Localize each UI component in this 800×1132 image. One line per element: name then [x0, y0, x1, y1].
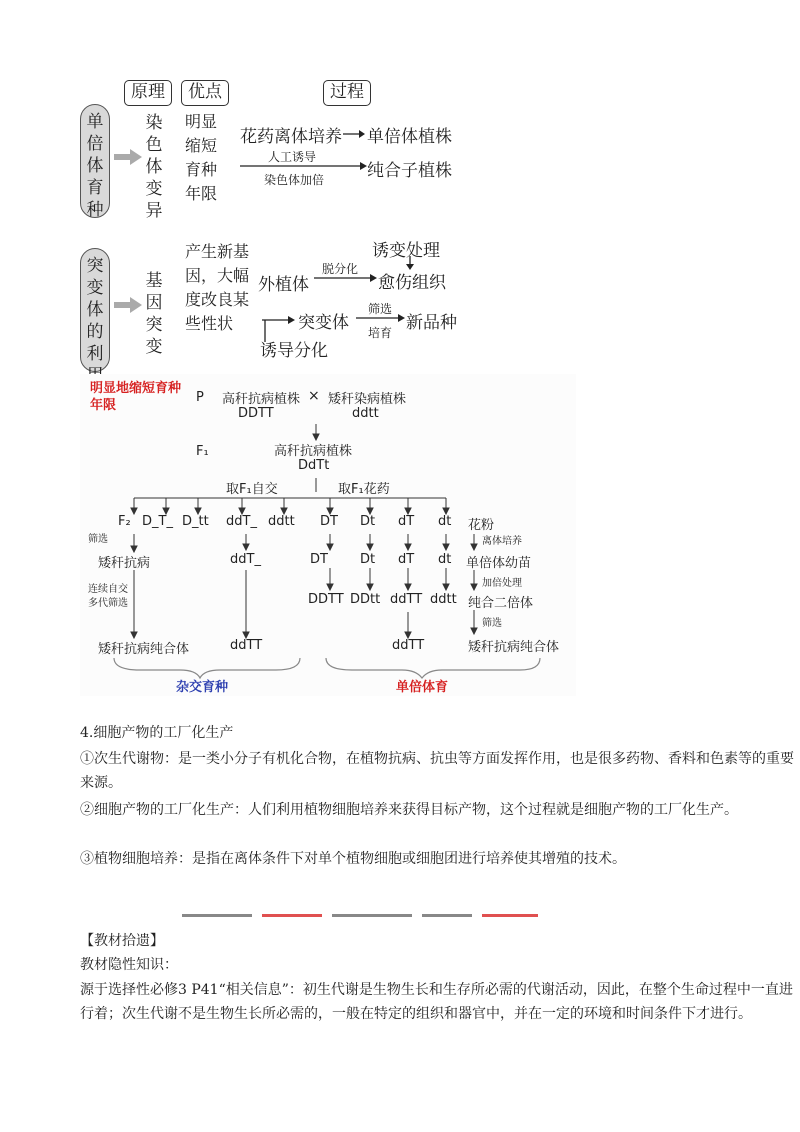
doubled-item: ddtt [430, 592, 457, 607]
callus-text: 愈伤组织 [378, 273, 446, 293]
screen-label-1: 筛选 [88, 534, 108, 545]
f2-item: D_tt [182, 514, 209, 529]
header-process: 过程 [323, 80, 371, 106]
ddTT-right: ddTT [392, 638, 425, 653]
cross-breeding-diagram [80, 374, 576, 696]
cropped-figure-strip [182, 912, 542, 918]
haploid-breeding-label: 单倍体育 [396, 680, 449, 695]
mutant-advantage: 产生新基因，大幅度改良某些性状 [185, 242, 250, 333]
gray-arrow-icon [114, 148, 144, 166]
pollen-item: Dt [360, 514, 376, 529]
haploid-plant-text: 单倍体植株 [367, 127, 452, 147]
supplement-body: 源于选择性必修3 P41“相关信息”：初生代谢是生物生长和生存所必需的代谢活动，因此，在整个生命过程中一直进行着；次生代谢不是生物生长所必需的，一般在特定的组织和器官中，并在一定的环境和时间条件下才进行。 [80, 982, 793, 1022]
haploid-advantage: 明显缩短育种年限 [185, 112, 218, 203]
anther-culture-text: 花药离体培养 [240, 127, 342, 147]
p-label: P [196, 390, 204, 405]
f2-item: D_T_ [142, 514, 173, 529]
section4-paragraph-3: ③植物细胞培养：是指在离体条件下对单个植物细胞或细胞团进行培养使其增殖的技术。 [80, 851, 626, 867]
side-label-mutant-text: 突变体的利 [86, 256, 104, 364]
doubled-item: ddTT [390, 592, 423, 607]
pollen-item: dT [398, 514, 415, 529]
side-label-mutant [80, 248, 110, 372]
hybrid-breeding-label: 杂交育种 [176, 680, 229, 695]
f1-phenotype: 高秆抗病植株 [274, 444, 353, 459]
p-left-genotype: DDTT [238, 406, 274, 421]
pollen-item: DT [320, 514, 338, 529]
doubled-item: DDtt [350, 592, 381, 607]
gray-arrow-icon [114, 296, 144, 314]
p-left-phenotype: 高秆抗病植株 [222, 392, 301, 407]
section4-title: 4.细胞产物的工厂化生产 [80, 725, 234, 741]
explant-text: 外植体 [258, 275, 309, 295]
doubled-item: DDTT [308, 592, 344, 607]
pollen-item: DT [310, 552, 328, 567]
header-principle: 原理 [124, 80, 172, 106]
pollen-item: Dt [360, 552, 376, 567]
f2-item: ddT_ [226, 514, 257, 529]
f1-genotype: DdTt [298, 458, 330, 473]
p-right-phenotype: 矮秆染病植株 [328, 392, 407, 407]
anther-label: 取F₁花药 [338, 482, 390, 497]
culture-text: 培育 [368, 326, 393, 340]
pollen-item: dT [398, 552, 415, 567]
mutagen-text: 诱变处理 [372, 241, 440, 261]
arrow-right-icon [314, 272, 378, 284]
continuous-selfing: 连续自交 [88, 584, 128, 595]
section4-paragraph-2: ②细胞产物的工厂化生产：人们利用植物细胞培养来获得目标产物，这个过程就是细胞产物的工厂化生产。 [80, 802, 738, 818]
pure-left: 矮秆抗病纯合体 [98, 642, 190, 657]
pure-diploid: 纯合二倍体 [468, 596, 534, 611]
supplement-subtitle: 教材隐性知识： [80, 957, 178, 973]
section4-paragraph-1: ①次生代谢物：是一类小分子有机化合物，在植物抗病、抗虫等方面发挥作用，也是很多药物、香料和色素等的重要来源。 [80, 751, 794, 791]
pollen-item: dt [438, 514, 452, 529]
haploid-principle: 染色体变异 [145, 113, 163, 221]
f1-label: F₁ [196, 444, 209, 459]
f2-item: ddtt [268, 514, 295, 529]
chromosome-doubling-text: 染色体加倍 [264, 173, 325, 187]
arrow-right-icon [262, 314, 296, 326]
multi-gen-screen: 多代筛选 [88, 598, 128, 609]
dedifferentiation-text: 脱分化 [322, 262, 359, 276]
arrow-right-icon [356, 312, 406, 324]
side-label-haploid-text: 单倍体育种 [86, 112, 104, 220]
screen-label-2: 筛选 [482, 618, 502, 629]
side-label-haploid [80, 104, 110, 218]
ddTT-left: ddTT [230, 638, 263, 653]
artificial-induction-text: 人工诱导 [268, 150, 317, 164]
supplement-title: 【教材拾遗】 [80, 933, 164, 949]
self-cross-label: 取F₁自交 [226, 482, 278, 497]
cross-symbol: × [308, 388, 320, 404]
mutant-principle: 基因突变 [145, 271, 163, 357]
f2-label: F₂ [118, 514, 131, 529]
badge-shortens-years: 明显地缩短育种年限 [90, 381, 182, 413]
pure-right: 矮秆抗病纯合体 [468, 640, 560, 655]
header-advantage: 优点 [181, 80, 229, 106]
mutant-text: 突变体 [298, 313, 349, 333]
haploid-seedling: 单倍体幼苗 [466, 556, 532, 571]
induce-differentiation-text: 诱导分化 [260, 341, 328, 361]
arrow-right-icon [343, 128, 365, 140]
dwarf-resistant: 矮秆抗病 [98, 556, 151, 571]
pollen-item: dt [438, 552, 452, 567]
doubling-treatment: 加倍处理 [482, 578, 522, 589]
ddT-label: ddT_ [230, 552, 261, 567]
new-variety-text: 新品种 [406, 313, 457, 333]
pure-plant-text: 纯合子植株 [367, 161, 452, 181]
p-right-genotype: ddtt [352, 406, 379, 421]
isolated-culture: 离体培养 [482, 536, 522, 547]
screen-text: 筛选 [368, 302, 393, 316]
pollen-label: 花粉 [468, 518, 495, 533]
